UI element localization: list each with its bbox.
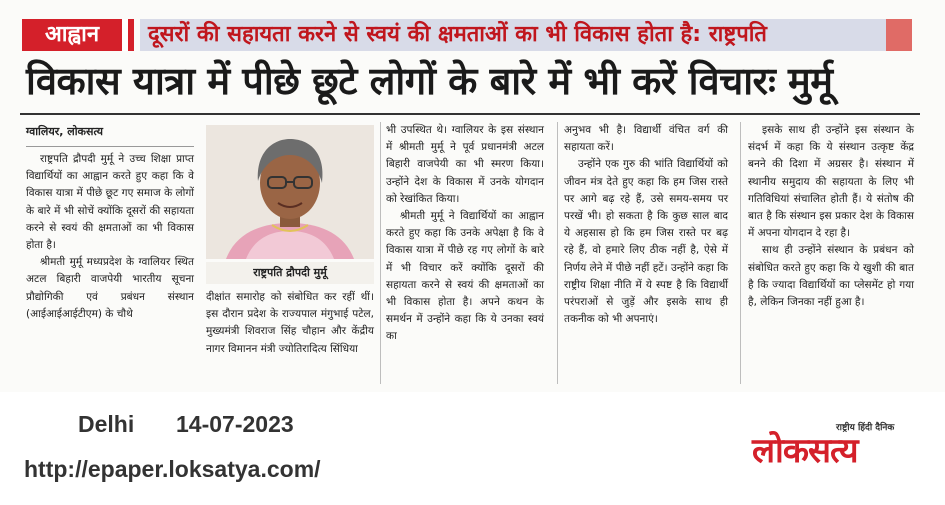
headline-rule [20,113,920,115]
paragraph: अनुभव भी है। विद्यार्थी वंचित वर्ग की सहायता करें। [564,124,728,154]
article-column-4 [564,122,728,328]
column-rule [557,122,558,384]
kicker-text: दूसरों की सहायता करने से स्वयं की क्षमताओं का भी विकास होता है: राष्ट्रपति [140,19,912,51]
portrait-image [206,125,374,259]
photo-caption: राष्ट्रपति द्रौपदी मुर्मू [206,262,374,284]
paragraph: श्रीमती मुर्मू ने विद्यार्थियों का आह्वान करते हुए कहा कि उनके अपेक्षा है कि वे विकास यात्रा में पीछे रह गए लोगों के बारे में भी विचार करें क्योंकि दूसरों की सहायता करने से स्वयं की क्षमताओं का भी विकास होता है। अपने कथन के समर्थन में उन्होंने कहा कि ये उनका स्वयं का [386,210,544,343]
paragraph: साथ ही उन्होंने संस्थान के प्रबंधन को संबोधित करते हुए कहा कि ये खुशी की बात है कि ज्यादा विद्यार्थियों का प्लेसमेंट हो गया है, लेकिन जिनका नहीं हुआ है। [748,244,914,309]
article-column-5 [748,122,914,311]
paragraph: उन्होंने एक गुरु की भांति विद्यार्थियों को जीवन मंत्र देते हुए कहा कि हम जिस रास्ते पर आगे बढ़ रहे हैं, उसे समय-समय पर परखें भी। हो सकता है कि कुछ साल बाद ये अहसास हो कि हम जिस रास्ते पर बढ़ रहे हैं, वो हमारे लिए ठीक नहीं है, ऐसे में निर्णय लेने में पीछे नहीं हटें। उन्होंने कहा कि राष्ट्रीय शिक्षा नीति में ये स्पष्ट है कि विद्यार्थी परंपराओं से जुड़ें और इसके साथ ही तकनीक को भी अपनाएं। [564,158,728,326]
paragraph: इसके साथ ही उन्होंने इस संस्थान के संदर्भ में कहा कि ये संस्थान उत्कृष्ट केंद्र बनने की दिशा में अग्रसर है। संस्थान में स्थानीय समुदाय की सहायता के लिए भी गतिविधियां संचालित होती हैं। ये संतोष की बात है कि संस्थान इस प्रकार देश के विकास में अपना योगदान दे रहा है। [748,124,914,240]
kicker-divider [128,19,134,51]
edition-city: Delhi [78,411,135,437]
kicker-tag: आह्वान [22,19,122,51]
paragraph: भी उपस्थित थे। ग्वालियर के इस संस्थान में श्रीमती मुर्मू ने पूर्व प्रधानमंत्री अटल बिहारी वाजपेयी का भी स्मरण किया। उन्होंने देश के विकास में उनके योगदान को रेखांकित किया। [386,124,544,205]
headline: विकास यात्रा में पीछे छूटे लोगों के बारे में भी करें विचारः मुर्मू [26,59,833,103]
kicker-bar [22,18,912,52]
dateline: ग्वालियर, लोकसत्य [26,125,104,138]
newspaper-logo: लोकसत्य [752,431,858,471]
article-column-2 [206,289,374,358]
edition-date: 14-07-2023 [176,411,294,437]
kicker-tail [886,19,912,51]
column-rule [740,122,741,384]
column-rule [380,122,381,384]
epaper-link[interactable]: http://epaper.loksatya.com/ [24,456,321,482]
paragraph: श्रीमती मुर्मू मध्यप्रदेश के ग्वालियर स्थित अटल बिहारी वाजपेयी भारतीय सूचना प्रौद्योगिकी एवं प्रबंधन संस्थान (आईआईआईटीएम) के चौथे [26,256,194,320]
paragraph: राष्ट्रपति द्रौपदी मुर्मू ने उच्च शिक्षा प्राप्त विद्यार्थियों का आह्वान करते हुए कहा कि वे विकास यात्रा में पीछे छूट गए समाज के लोगों के बारे में भी सोचें क्योंकि दूसरों की सहायता करने से स्वयं की क्षमताओं का भी विकास होता है। [26,153,194,252]
article-column-1 [26,146,194,323]
logo-tagline: राष्ट्रीय हिंदी दैनिक [836,423,895,433]
president-photo [206,125,374,259]
article-column-3 [386,122,544,346]
paragraph: दीक्षांत समारोह को संबोधित कर रहीं थीं। इस दौरान प्रदेश के राज्यपाल मंगुभाई पटेल, मुख्यमंत्री शिवराज सिंह चौहान और केंद्रीय नागर विमानन मंत्री ज्योतिरादित्य सिंधिया [206,291,374,355]
